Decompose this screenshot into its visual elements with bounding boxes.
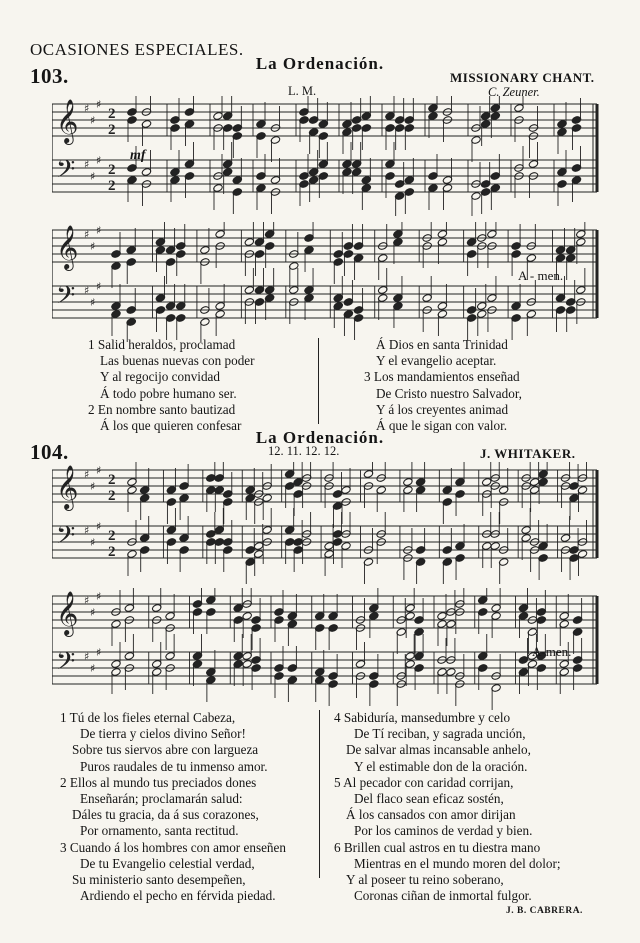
sharp-sign: ♯ [96, 520, 102, 533]
verse-line: 2 Ellos al mundo tus preciados dones [60, 774, 257, 790]
hymn-104-amen: A-men. [532, 644, 572, 659]
dynamic-mark: mf [130, 148, 146, 163]
sharp-sign: ♯ [84, 158, 90, 171]
verse-line: De tu Evangelio celestial verdad, [80, 855, 255, 871]
time-signature: 2 [108, 472, 116, 488]
hymn-103-verses-right [364, 337, 522, 434]
sharp-sign: ♯ [84, 594, 90, 607]
sharp-sign: ♯ [96, 590, 102, 603]
hymn-103-tune: MISSIONARY CHANT. [450, 70, 595, 85]
verse-line: De Tí reciban, y sagrada unción, [354, 726, 526, 742]
verse-line: Sobre tus siervos abre con largueza [72, 742, 259, 758]
verse-line: Y el estimable don de la oración. [354, 758, 528, 774]
hymn-103-amen: A - men. [518, 268, 564, 283]
section-heading: OCASIONES ESPECIALES. [30, 40, 244, 59]
sharp-sign: ♯ [90, 296, 96, 309]
verse-line: Ardiendo el pecho en férvida piedad. [80, 888, 276, 904]
verse-line: Á que le sigan con valor. [376, 418, 508, 434]
verse-line: De salvar almas incansable anhelo, [346, 742, 531, 758]
verse-line: De tierra y cielos divino Señor! [80, 726, 246, 742]
bass-clef: 𝄢 [56, 155, 76, 190]
hymn-104-meter: 12. 11. 12. 12. [268, 444, 340, 458]
verse-line: 3 Cuando á los hombres con amor enseñen [60, 839, 286, 855]
bass-clef: 𝄢 [56, 521, 76, 556]
time-signature: 2 [108, 162, 116, 178]
hymn-103-title: La Ordenación. [255, 54, 385, 73]
verse-line: Su ministerio santo desempeñen, [72, 872, 246, 888]
hymn-104-system-1 [52, 462, 612, 584]
verse-line: Á Dios en santa Trinidad [376, 337, 508, 352]
sharp-sign: ♯ [90, 170, 96, 183]
hymn-104-credit: J. B. CABRERA. [506, 906, 583, 916]
sharp-sign: ♯ [96, 154, 102, 167]
sharp-sign: ♯ [96, 280, 102, 293]
treble-clef: 𝄞 [56, 591, 79, 635]
verse-line: 1 Salid heraldos, proclamad [88, 337, 236, 352]
verse-line: 4 Sabiduría, mansedumbre y celo [334, 710, 511, 725]
time-signature: 2 [108, 488, 116, 504]
sharp-sign: ♯ [96, 464, 102, 477]
hymn-103-composer: C. Zeuner. [488, 85, 540, 99]
verse-line: 5 Al pecador con caridad corrijan, [334, 774, 514, 790]
time-signature: 2 [108, 544, 116, 560]
sharp-sign: ♯ [84, 524, 90, 537]
sharp-sign: ♯ [90, 114, 96, 127]
column-divider [319, 710, 320, 878]
sharp-sign: ♯ [90, 662, 96, 675]
sharp-sign: ♯ [90, 536, 96, 549]
bass-clef: 𝄢 [56, 281, 76, 316]
sharp-sign: ♯ [84, 468, 90, 481]
hymn-103-verses-left [88, 337, 255, 434]
verse-line: Y el evangelio aceptar. [376, 353, 497, 369]
sharp-sign: ♯ [84, 228, 90, 241]
hymn-104-verses-left [60, 710, 286, 904]
hymn-103-number: 103. [30, 64, 69, 88]
verse-line: Enseñarán; proclamarán salud: [80, 791, 243, 807]
sharp-sign: ♯ [96, 646, 102, 659]
verse-line: 3 Los mandamientos enseñad [364, 369, 520, 385]
verse-line: Á todo pobre humano ser. [100, 385, 237, 401]
sharp-sign: ♯ [84, 284, 90, 297]
sharp-sign: ♯ [90, 480, 96, 493]
verse-line: Por ornamento, santa rectitud. [80, 823, 239, 839]
verse-line: Las buenas nuevas con poder [100, 353, 255, 369]
hymn-104-system-2 [52, 588, 612, 710]
verse-line: Y al regocijo convidad [100, 369, 220, 385]
verse-line: De Cristo nuestro Salvador, [376, 385, 522, 401]
hymn-104-verses-right [334, 710, 561, 904]
column-divider [318, 338, 319, 424]
sharp-sign: ♯ [84, 102, 90, 115]
verse-line: Dáles tu gracia, da á sus corazones, [72, 807, 259, 823]
verse-line: Puros raudales de tu inmenso amor. [80, 758, 268, 774]
verse-line: 1 Tú de los fieles eternal Cabeza, [60, 710, 236, 725]
verse-line: 2 En nombre santo bautizad [88, 401, 236, 417]
hymn-104-tune: J. WHITAKER. [480, 446, 576, 461]
verse-line: Á los cansados con amor dirijan [346, 807, 516, 823]
verse-line: Y al poseer tu reino soberano, [346, 872, 504, 888]
sharp-sign: ♯ [90, 240, 96, 253]
time-signature: 2 [108, 178, 116, 194]
time-signature: 2 [108, 122, 116, 138]
time-signature: 2 [108, 528, 116, 544]
sharp-sign: ♯ [84, 650, 90, 663]
verse-line: Mientras en el mundo moren del dolor; [354, 855, 561, 871]
treble-clef: 𝄞 [56, 99, 79, 143]
verse-line: Por los caminos de verdad y bien. [354, 823, 533, 839]
hymn-104-title: La Ordenación. [255, 428, 385, 447]
sharp-sign: ♯ [96, 224, 102, 237]
verse-line: Y á los creyentes animad [376, 401, 509, 417]
time-signature: 2 [108, 106, 116, 122]
hymn-103-meter: L. M. [288, 84, 317, 98]
verse-line: Del flaco sean eficaz sostén, [354, 791, 504, 807]
treble-clef: 𝄞 [56, 465, 79, 509]
sharp-sign: ♯ [90, 606, 96, 619]
bass-clef: 𝄢 [56, 647, 76, 682]
verse-line: Coronas ciñan de inmortal fulgor. [354, 888, 532, 904]
verse-line: Á los que quieren confesar [100, 418, 242, 434]
sharp-sign: ♯ [96, 98, 102, 111]
hymn-104-number: 104. [30, 440, 69, 464]
treble-clef: 𝄞 [56, 225, 79, 269]
verse-line: 6 Brillen cual astros en tu diestra mano [334, 839, 541, 855]
